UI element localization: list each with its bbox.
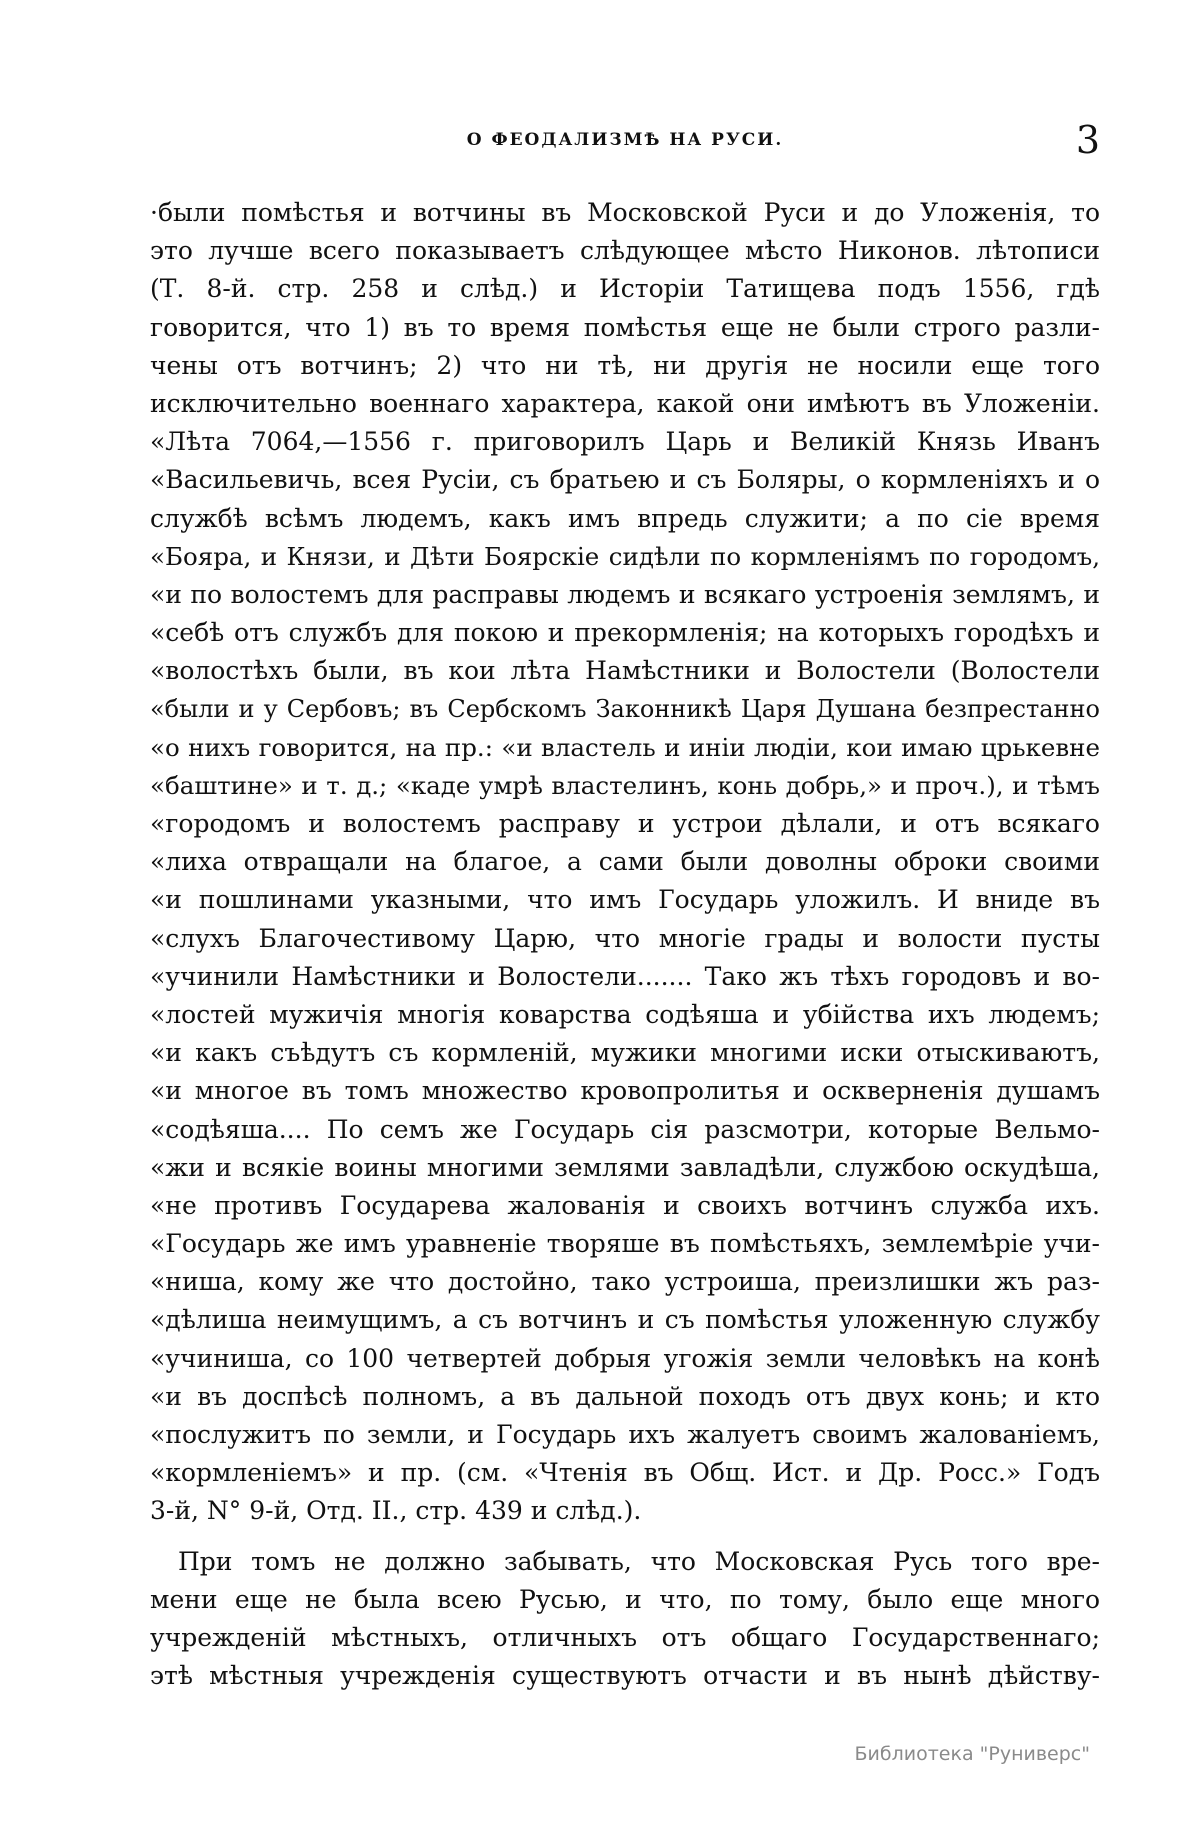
text-line: (Т. 8-й. стр. 258 и слѣд.) и Исторіи Татищева подъ 1556, гдѣ — [150, 274, 1100, 304]
text-line: «послужитъ по земли, и Государь ихъ жалуетъ своимъ жалованіемъ, — [150, 1420, 1100, 1449]
page-number: 3 — [1075, 118, 1100, 162]
text-line: «Васильевичь, всея Русіи, съ братьею и съ Боляры, о кормленіяхъ и о — [150, 465, 1100, 495]
text-line: «Бояра, и Князи, и Дѣти Боярскіе сидѣли по кормленіямъ по городомъ, — [150, 541, 1100, 571]
text-line: учрежденій мѣстныхъ, отличныхъ отъ общаго Государственнаго; — [150, 1622, 1100, 1652]
text-line: говорится, что 1) въ то время помѣстья еще не были строго разли- — [150, 312, 1100, 342]
text-line: «кормленіемъ» и пр. (см. «Чтенія въ Общ. Ист. и Др. Росс.» Годъ — [150, 1458, 1100, 1488]
running-title: О ФЕОДАЛИЗМѢ НА РУСИ. — [466, 130, 784, 150]
text-line: «волостѣхъ были, въ кои лѣта Намѣстники и Волостели (Волостели — [150, 656, 1100, 686]
text-line: При томъ не должно забывать, что Московская Русь того вре- — [178, 1546, 1100, 1576]
text-line: «и многое въ томъ множество кровопролитья и оскверненія душамъ — [150, 1076, 1100, 1106]
text-line: это лучше всего показываетъ слѣдующее мѣсто Никонов. лѣтописи — [150, 236, 1100, 266]
text-line: «себѣ отъ службъ для покою и прекормленія; на которыхъ городѣхъ и — [150, 618, 1100, 648]
text-line: «лиха отвращали на благое, а сами были доволны оброки своими — [150, 847, 1100, 877]
text-line: «учиниша, со 100 четвертей добрыя угожія земли человѣкъ на конѣ — [150, 1343, 1100, 1373]
library-watermark: Библиотека "Руниверс" — [854, 1743, 1090, 1765]
text-line: «ниша, кому же что достойно, тако устроиша, преизлишки жъ раз- — [150, 1267, 1100, 1297]
text-line: «баштине» и т. д.; «каде умрѣ властелинъ, конь добрь,» и проч.), и тѣмъ — [150, 770, 1100, 800]
text-line: «не противъ Государева жалованія и своихъ вотчинъ служба ихъ. — [150, 1190, 1100, 1220]
text-line: «и по волостемъ для расправы людемъ и всякаго устроенія землямъ, и — [150, 579, 1100, 609]
text-line: службѣ всѣмъ людемъ, какъ имъ впредь служити; а по сіе время — [150, 503, 1100, 533]
text-line: «Государь же имъ уравненіе творяше въ помѣстьяхъ, землемѣріе учи- — [150, 1229, 1100, 1259]
text-line: 3-й, N° 9-й, Отд. II., стр. 439 и слѣд.). — [150, 1496, 642, 1526]
text-line: «и пошлинами указными, что имъ Государь уложилъ. И вниде въ — [150, 885, 1100, 915]
text-line: чены отъ вотчинъ; 2) что ни тѣ, ни другія не носили еще того — [150, 350, 1100, 380]
text-line: «лостей мужичія многія коварства содѣяша и убійства ихъ людемъ; — [150, 999, 1100, 1029]
text-line: «Лѣта 7064,—1556 г. приговорилъ Царь и Великій Князь Иванъ — [150, 427, 1100, 457]
text-line: мени еще не была всею Русью, и что, по тому, было еще много — [150, 1584, 1100, 1614]
text-line: «о нихъ говорится, на пр.: «и властель и иніи людіи, кои имаю црькевне — [150, 732, 1100, 762]
text-line: «были и у Сербовъ; въ Сербскомъ Законникѣ Царя Душана безпрестанно — [150, 695, 1100, 724]
text-line: «дѣлиша неимущимъ, а съ вотчинъ и съ помѣстья уложенную службу — [150, 1305, 1100, 1335]
text-line: ·были помѣстья и вотчины въ Московской Руси и до Уложенія, то — [150, 198, 1100, 227]
text-line: «содѣяша.... По семъ же Государь сія разсмотри, которые Вельмо- — [150, 1114, 1100, 1144]
text-line: «и какъ съѣдутъ съ кормленій, мужики многими иски отыскиваютъ, — [150, 1038, 1100, 1068]
text-line: «учинили Намѣстники и Волостели....... Тако жъ тѣхъ городовъ и во- — [150, 961, 1100, 991]
text-line: «слухъ Благочестивому Царю, что многіе грады и волости пусты — [150, 923, 1100, 953]
page-header — [150, 118, 1100, 168]
text-line: «и въ доспѣсѣ полномъ, а въ дальной походъ отъ двух конь; и кто — [150, 1381, 1100, 1411]
text-line: «жи и всякіе воины многими землями завладѣли, службою оскудѣша, — [150, 1152, 1100, 1182]
text-line: этѣ мѣстныя учрежденія существуютъ отчасти и въ нынѣ дѣйству- — [150, 1661, 1100, 1691]
text-line: «городомъ и волостемъ расправу и устрои дѣлали, и отъ всякаго — [150, 809, 1100, 838]
text-line: исключительно военнаго характера, какой они имѣютъ въ Уложеніи. — [150, 388, 1100, 418]
page-body — [150, 194, 1100, 1695]
